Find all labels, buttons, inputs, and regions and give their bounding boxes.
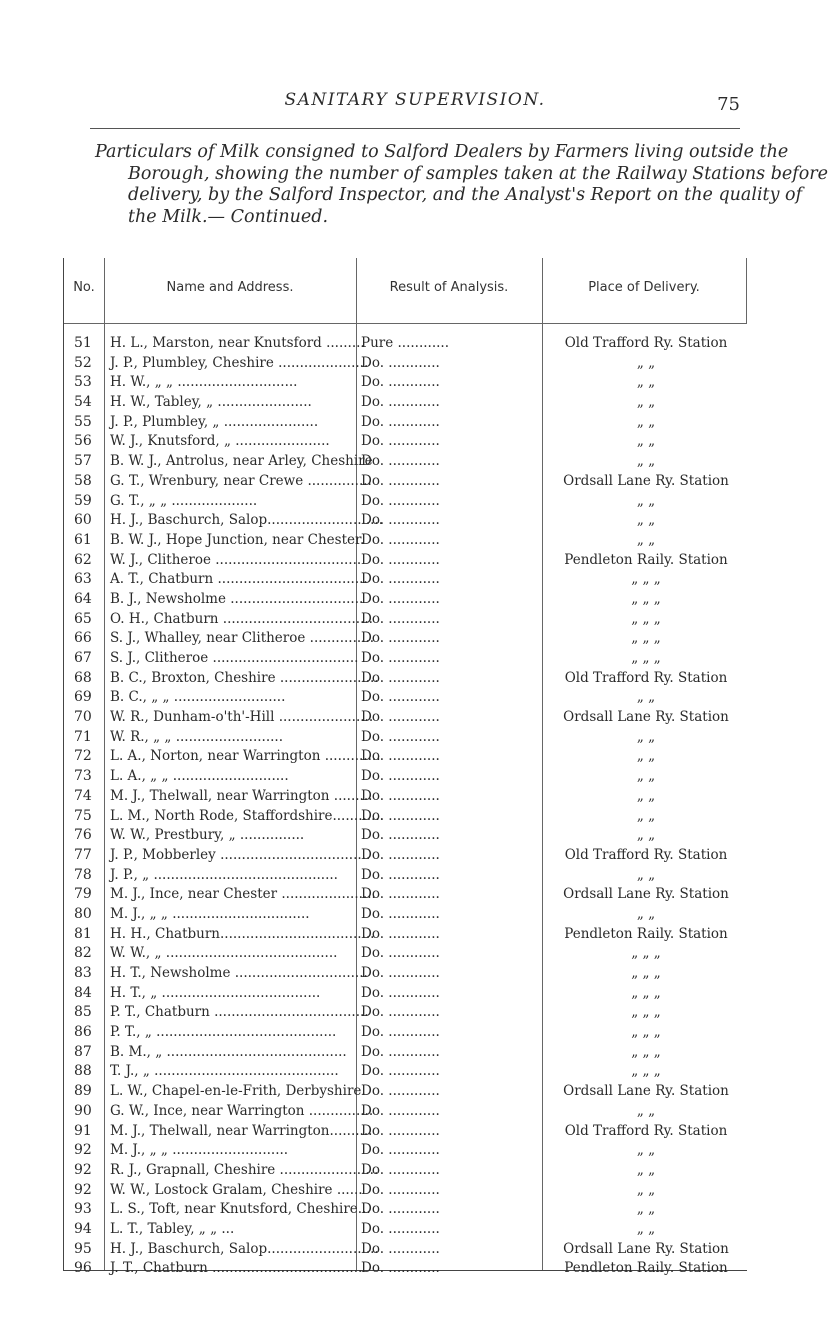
place-of-delivery: „ „ (636, 728, 656, 745)
analysis-result: Do. ............ (361, 728, 440, 745)
place-of-delivery: Pendleton Raily. Station (564, 551, 728, 568)
sample-number: 81 (74, 925, 92, 942)
table-row (64, 1259, 747, 1279)
place-of-delivery: „ „ (636, 492, 656, 509)
caption-line: the Milk.— Continued. (128, 206, 329, 227)
table-row (64, 1082, 747, 1102)
analysis-result: Do. ............ (361, 590, 440, 607)
place-of-delivery: Ordsall Lane Ry. Station (563, 709, 729, 726)
sample-number: 57 (74, 453, 92, 470)
place-of-delivery: „ „ (636, 354, 656, 371)
sample-number: 63 (74, 571, 92, 588)
name-and-address: M. J., Ince, near Chester ...................... (110, 886, 376, 903)
column-header-name: Name and Address. (166, 280, 294, 295)
analysis-result: Do. ............ (361, 354, 440, 371)
analysis-result: Do. ............ (361, 1083, 440, 1100)
sample-number: 54 (74, 394, 92, 411)
analysis-result: Do. ............ (361, 768, 440, 785)
name-and-address: H. L., Marston, near Knutsford ......... (110, 335, 365, 351)
table-row (64, 846, 747, 866)
table-row (64, 1003, 747, 1023)
name-and-address: A. T., Chatburn ................................... (110, 571, 368, 588)
table-row (64, 925, 747, 945)
place-of-delivery: „ „ (636, 689, 656, 706)
place-of-delivery: Ordsall Lane Ry. Station (563, 1083, 729, 1100)
analysis-result: Do. ............ (361, 610, 440, 627)
place-of-delivery: „ „ (636, 1220, 656, 1237)
caption-line: Borough, showing the number of samples taken at the Railway Stations before (128, 163, 828, 184)
sample-number: 61 (74, 531, 92, 548)
analysis-result: Do. ............ (361, 748, 440, 765)
analysis-result: Do. ............ (361, 630, 440, 647)
place-of-delivery: „ „ „ (631, 945, 661, 962)
sample-number: 79 (74, 886, 92, 903)
place-of-delivery: Ordsall Lane Ry. Station (563, 886, 729, 903)
place-of-delivery: „ „ (636, 1102, 656, 1119)
analysis-result: Do. ............ (361, 1102, 440, 1119)
name-and-address: W. R., „ „ ......................... (110, 728, 283, 745)
running-title: SANITARY SUPERVISION. (284, 90, 546, 110)
sample-number: 64 (74, 590, 92, 607)
name-and-address: M. J., Thelwall, near Warrington.......... (110, 1122, 373, 1139)
name-and-address: O. H., Chatburn ................................... (110, 610, 373, 627)
sample-number: 92 (74, 1181, 92, 1198)
analysis-result: Do. ............ (361, 571, 440, 588)
table-row (64, 1161, 747, 1181)
table-row (64, 1141, 747, 1161)
name-and-address: W. J., Knutsford, „ ...................... (110, 433, 330, 450)
analysis-result: Do. ............ (361, 1201, 440, 1218)
name-and-address: W. R., Dunham-o'th'-Hill ...................... (110, 709, 374, 726)
analysis-result: Do. ............ (361, 394, 440, 411)
analysis-result: Do. ............ (361, 965, 440, 981)
place-of-delivery: „ „ (636, 807, 656, 824)
table-row (64, 492, 747, 512)
table-row (64, 767, 747, 787)
analysis-result: Do. ............ (361, 492, 440, 509)
name-and-address: W. W., Prestbury, „ ............... (110, 827, 305, 844)
name-and-address: B. C., „ „ .......................... (110, 689, 286, 706)
place-of-delivery: Ordsall Lane Ry. Station (563, 472, 729, 489)
sample-number: 89 (74, 1083, 92, 1100)
table-row (64, 531, 747, 551)
place-of-delivery: Old Trafford Ry. Station (564, 335, 728, 351)
sample-number: 52 (74, 354, 92, 371)
place-of-delivery: „ „ „ (631, 1024, 661, 1041)
name-and-address: M. J., „ „ ................................ (110, 905, 310, 922)
name-and-address: S. J., Whalley, near Clitheroe ............... (110, 630, 375, 647)
table-row (64, 866, 747, 886)
sample-number: 55 (74, 413, 92, 430)
name-and-address: B. W. J., Hope Junction, near Chester. (110, 531, 365, 548)
name-and-address: L. S., Toft, near Knutsford, Cheshire... (110, 1201, 371, 1218)
place-of-delivery: „ „ (636, 768, 656, 785)
name-and-address: G. W., Ince, near Warrington ............... (110, 1102, 374, 1119)
sample-number: 78 (74, 866, 92, 883)
sample-number: 96 (74, 1260, 92, 1277)
name-and-address: H. J., Baschurch, Salop.......................... (110, 1240, 379, 1257)
place-of-delivery: „ „ (636, 787, 656, 804)
analysis-result: Do. ............ (361, 925, 440, 942)
name-and-address: L. A., Norton, near Warrington ............. (110, 748, 381, 765)
name-and-address: H. W., „ „ ............................ (110, 374, 298, 391)
name-and-address: J. T., Chatburn ................................... (110, 1260, 363, 1277)
table-row (64, 432, 747, 452)
table-row (64, 1220, 747, 1240)
sample-number: 86 (74, 1024, 92, 1041)
table-caption (95, 142, 828, 228)
analysis-result: Do. ............ (361, 1063, 440, 1080)
place-of-delivery: Ordsall Lane Ry. Station (563, 1240, 729, 1257)
analysis-result: Do. ............ (361, 709, 440, 726)
table-row (64, 1043, 747, 1063)
caption-line: delivery, by the Salford Inspector, and the Analyst's Report on the quality of (128, 185, 803, 205)
analysis-result: Pure ............ (361, 335, 450, 351)
sample-number: 58 (74, 472, 92, 489)
name-and-address: H. H., Chatburn.................................... (110, 925, 375, 942)
analysis-result: Do. ............ (361, 1220, 440, 1237)
analysis-result: Do. ............ (361, 453, 440, 470)
sample-number: 70 (74, 709, 92, 726)
sample-number: 65 (74, 610, 92, 627)
sample-number: 53 (74, 374, 92, 391)
place-of-delivery: „ „ „ (631, 984, 661, 1001)
analysis-result: Do. ............ (361, 472, 440, 489)
sample-number: 83 (74, 965, 92, 981)
sample-number: 80 (74, 905, 92, 922)
table-row (64, 728, 747, 748)
caption-line: Particulars of Milk consigned to Salford Dealers by Farmers living outside the (95, 142, 789, 162)
sample-number: 74 (74, 787, 92, 804)
analysis-result: Do. ............ (361, 650, 440, 666)
table-row (64, 1181, 747, 1201)
name-and-address: B. C., Broxton, Cheshire ....................... (110, 669, 379, 686)
table-row (64, 452, 747, 472)
analysis-result: Do. ............ (361, 531, 440, 548)
sample-number: 51 (74, 335, 92, 351)
table-row (64, 1062, 747, 1082)
name-and-address: J. P., Mobberley ................................... (110, 846, 371, 863)
place-of-delivery: „ „ „ (631, 965, 661, 981)
name-and-address: L. A., „ „ ........................... (110, 768, 289, 785)
name-and-address: G. T., Wrenbury, near Crewe ............... (110, 472, 372, 489)
place-of-delivery: „ „ (636, 433, 656, 450)
sample-number: 92 (74, 1142, 92, 1159)
analysis-result: Do. ............ (361, 945, 440, 962)
table-body (64, 334, 747, 1279)
sample-number: 75 (74, 807, 92, 824)
sample-number: 77 (74, 846, 92, 863)
table-row (64, 787, 747, 807)
page-number: 75 (717, 94, 740, 115)
name-and-address: M. J., „ „ ........................... (110, 1142, 289, 1159)
table-row (64, 688, 747, 708)
analysis-result: Do. ............ (361, 1161, 440, 1178)
place-of-delivery: „ „ (636, 1201, 656, 1218)
analysis-result: Do. ............ (361, 374, 440, 391)
sample-number: 73 (74, 768, 92, 785)
table-row (64, 1102, 747, 1122)
page-header (90, 90, 740, 129)
place-of-delivery: „ „ (636, 1181, 656, 1198)
name-and-address: M. J., Thelwall, near Warrington ......... (110, 787, 373, 804)
analysis-result: Do. ............ (361, 846, 440, 863)
name-and-address: H. W., Tabley, „ ...................... (110, 394, 312, 411)
place-of-delivery: „ „ (636, 827, 656, 844)
name-and-address: P. T., Chatburn .................................... (110, 1004, 369, 1021)
table-row (64, 1122, 747, 1142)
sample-number: 90 (74, 1102, 92, 1119)
table-row (64, 570, 747, 590)
sample-number: 67 (74, 650, 92, 666)
table-row (64, 354, 747, 374)
table-row (64, 807, 747, 827)
place-of-delivery: „ „ „ (631, 1004, 661, 1021)
table-row (64, 905, 747, 925)
place-of-delivery: „ „ (636, 1161, 656, 1178)
name-and-address: R. J., Grapnall, Cheshire ....................... (110, 1161, 379, 1178)
place-of-delivery: „ „ „ (631, 571, 661, 588)
table-row (64, 629, 747, 649)
analysis-result: Do. ............ (361, 551, 440, 568)
analysis-result: Do. ............ (361, 984, 440, 1001)
name-and-address: W. W., „ ........................................ (110, 945, 338, 962)
place-of-delivery: „ „ „ (631, 1063, 661, 1080)
sample-number: 56 (74, 433, 92, 450)
name-and-address: L. W., Chapel-en-le-Frith, Derbyshire. (110, 1083, 366, 1100)
table-row (64, 669, 747, 689)
analysis-result: Do. ............ (361, 1142, 440, 1159)
table-row (64, 826, 747, 846)
milk-samples-table (63, 258, 747, 1277)
table-row (64, 747, 747, 767)
name-and-address: J. P., „ ........................................... (110, 866, 338, 883)
place-of-delivery: „ „ (636, 866, 656, 883)
place-of-delivery: Pendleton Raily. Station (564, 1260, 728, 1277)
analysis-result: Do. ............ (361, 1260, 440, 1277)
place-of-delivery: „ „ (636, 394, 656, 411)
name-and-address: H. J., Baschurch, Salop........................... (110, 512, 383, 529)
sample-number: 94 (74, 1220, 92, 1237)
place-of-delivery: Pendleton Raily. Station (564, 925, 728, 942)
name-and-address: B. J., Newsholme ............................... (110, 590, 364, 607)
place-of-delivery: „ „ (636, 374, 656, 391)
sample-number: 71 (74, 728, 92, 745)
table-row (64, 610, 747, 630)
place-of-delivery: „ „ (636, 453, 656, 470)
table-row (64, 964, 747, 984)
sample-number: 95 (74, 1240, 92, 1257)
column-header-no: No. (73, 280, 95, 295)
analysis-result: Do. ............ (361, 689, 440, 706)
table-row (64, 334, 747, 354)
analysis-result: Do. ............ (361, 905, 440, 922)
analysis-result: Do. ............ (361, 1240, 440, 1257)
table-row (64, 511, 747, 531)
analysis-result: Do. ............ (361, 1004, 440, 1021)
place-of-delivery: „ „ „ (631, 590, 661, 607)
table-row (64, 472, 747, 492)
sample-number: 85 (74, 1004, 92, 1021)
place-of-delivery: „ „ (636, 748, 656, 765)
column-header-result: Result of Analysis. (389, 280, 509, 295)
sample-number: 92 (74, 1161, 92, 1178)
name-and-address: S. J., Clitheroe .................................. (110, 650, 359, 666)
name-and-address: W. J., Clitheroe .................................. (110, 551, 362, 568)
analysis-result: Do. ............ (361, 669, 440, 686)
table-row (64, 413, 747, 433)
name-and-address: L. M., North Rode, Staffordshire............ (110, 807, 384, 824)
place-of-delivery: „ „ (636, 905, 656, 922)
name-and-address: J. P., Plumbley, Cheshire ..................... (110, 354, 369, 371)
sample-number: 91 (74, 1122, 92, 1139)
analysis-result: Do. ............ (361, 433, 440, 450)
sample-number: 93 (74, 1201, 92, 1218)
sample-number: 59 (74, 492, 92, 509)
sample-number: 68 (74, 669, 92, 686)
table-row (64, 1240, 747, 1260)
sample-number: 76 (74, 827, 92, 844)
place-of-delivery: „ „ (636, 1142, 656, 1159)
table-row (64, 984, 747, 1004)
place-of-delivery: „ „ „ (631, 610, 661, 627)
table-row (64, 393, 747, 413)
sample-number: 66 (74, 630, 92, 647)
table-row (64, 944, 747, 964)
place-of-delivery: „ „ (636, 413, 656, 430)
analysis-result: Do. ............ (361, 1024, 440, 1041)
analysis-result: Do. ............ (361, 413, 440, 430)
place-of-delivery: „ „ (636, 531, 656, 548)
column-rule (746, 258, 747, 323)
sample-number: 88 (74, 1063, 92, 1080)
place-of-delivery: „ „ (636, 512, 656, 529)
column-header-place: Place of Delivery. (588, 280, 700, 295)
table-row (64, 551, 747, 571)
place-of-delivery: Old Trafford Ry. Station (564, 846, 728, 863)
name-and-address: T. J., „ ........................................... (110, 1063, 339, 1080)
place-of-delivery: „ „ „ (631, 650, 661, 666)
analysis-result: Do. ............ (361, 827, 440, 844)
analysis-result: Do. ............ (361, 886, 440, 903)
table-row (64, 708, 747, 728)
sample-number: 84 (74, 984, 92, 1001)
sample-number: 62 (74, 551, 92, 568)
table-row (64, 373, 747, 393)
name-and-address: H. T., Newsholme ............................... (110, 965, 368, 981)
header-rule (64, 323, 747, 324)
table-row (64, 1023, 747, 1043)
analysis-result: Do. ............ (361, 787, 440, 804)
sample-number: 82 (74, 945, 92, 962)
place-of-delivery: Old Trafford Ry. Station (564, 669, 728, 686)
place-of-delivery: Old Trafford Ry. Station (564, 1122, 728, 1139)
table-row (64, 885, 747, 905)
name-and-address: B. M., „ .......................................... (110, 1043, 347, 1060)
analysis-result: Do. ............ (361, 1181, 440, 1198)
sample-number: 72 (74, 748, 92, 765)
name-and-address: W. W., Lostock Gralam, Cheshire ...... (110, 1181, 363, 1198)
analysis-result: Do. ............ (361, 866, 440, 883)
analysis-result: Do. ............ (361, 512, 440, 529)
analysis-result: Do. ............ (361, 807, 440, 824)
table-row (64, 590, 747, 610)
sample-number: 60 (74, 512, 92, 529)
name-and-address: G. T., „ „ .................... (110, 492, 258, 509)
place-of-delivery: „ „ „ (631, 630, 661, 647)
sample-number: 87 (74, 1043, 92, 1060)
name-and-address: H. T., „ ..................................... (110, 984, 321, 1001)
table-row (64, 1200, 747, 1220)
table-row (64, 649, 747, 669)
name-and-address: P. T., „ .......................................... (110, 1024, 337, 1041)
name-and-address: B. W. J., Antrolus, near Arley, Cheshire (110, 453, 373, 470)
place-of-delivery: „ „ „ (631, 1043, 661, 1060)
name-and-address: J. P., Plumbley, „ ...................... (110, 413, 319, 430)
name-and-address: L. T., Tabley, „ „ ... (110, 1220, 235, 1237)
analysis-result: Do. ............ (361, 1122, 440, 1139)
sample-number: 69 (74, 689, 92, 706)
analysis-result: Do. ............ (361, 1043, 440, 1060)
